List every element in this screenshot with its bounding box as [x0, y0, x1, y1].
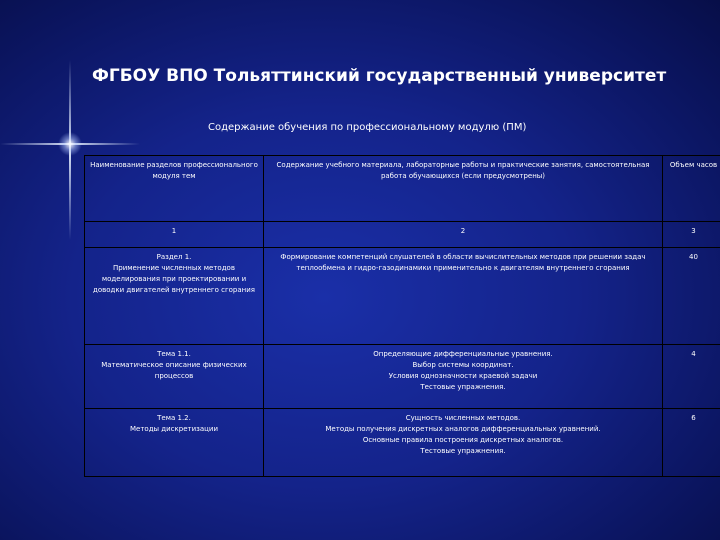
- section-label: Раздел 1.: [156, 253, 192, 261]
- content-line: Тестовые упражнения.: [420, 383, 506, 391]
- topic-hours-cell: 4: [663, 345, 720, 409]
- topic-title: Математическое описание физических процессов: [101, 361, 247, 380]
- topic-title: Методы дискретизации: [129, 425, 219, 433]
- table-number-row: [85, 222, 720, 248]
- topic-hours-cell: 6: [663, 409, 720, 477]
- header-cell-hours: Объем часов: [663, 156, 720, 222]
- content-line: Сущность численных методов.: [405, 414, 521, 422]
- page-subtitle: Содержание обучения по профессиональному модулю (ПМ): [208, 122, 527, 133]
- content-line: Методы получения дискретных аналогов дифференциальных уравнений.: [325, 425, 601, 433]
- content-line: Условия однозначности краевой задачи: [388, 372, 538, 380]
- section-title: Применение численных методов моделирования при проектировании и доводки двигателей внутреннего сгорания: [93, 264, 255, 294]
- topic-content-cell: [264, 409, 663, 477]
- page-title: ФГБОУ ВПО Тольяттинский государственный университет: [92, 66, 667, 86]
- section-content-cell: [264, 248, 663, 345]
- table-row: [85, 248, 720, 345]
- topic-label: Тема 1.2.: [157, 414, 191, 422]
- section-name-cell: [85, 248, 264, 345]
- content-line: Определяющие дифференциальные уравнения.: [373, 350, 553, 358]
- content-line: Основные правила построения дискретных аналогов.: [362, 436, 564, 444]
- topic-name-cell: [85, 409, 264, 477]
- table-row: [85, 345, 720, 409]
- number-cell-1: 1: [85, 222, 264, 248]
- curriculum-table: [84, 155, 720, 477]
- table-row: [85, 409, 720, 477]
- topic-content-cell: [264, 345, 663, 409]
- topic-name-cell: [85, 345, 264, 409]
- content-line: Тестовые упражнения.: [420, 447, 506, 455]
- number-cell-3: 3: [663, 222, 720, 248]
- number-cell-2: 2: [264, 222, 663, 248]
- table-header-row: [85, 156, 720, 222]
- section-hours-cell: 40: [663, 248, 720, 345]
- header-cell-content: Содержание учебного материала, лабораторные работы и практические занятия, самостоятельная работа обучающихся (если предусмотрены): [264, 156, 663, 222]
- content-line: Выбор системы координат.: [412, 361, 514, 369]
- topic-label: Тема 1.1.: [157, 350, 191, 358]
- header-cell-sections: Наименование разделов профессионального модуля тем: [85, 156, 264, 222]
- light-flare-glow: [58, 132, 82, 156]
- content-line: Формирование компетенций слушателей в области вычислительных методов при решении задач теплообмена и гидро-газодинамики применительно к двигателям внутреннего сгорания: [280, 253, 646, 272]
